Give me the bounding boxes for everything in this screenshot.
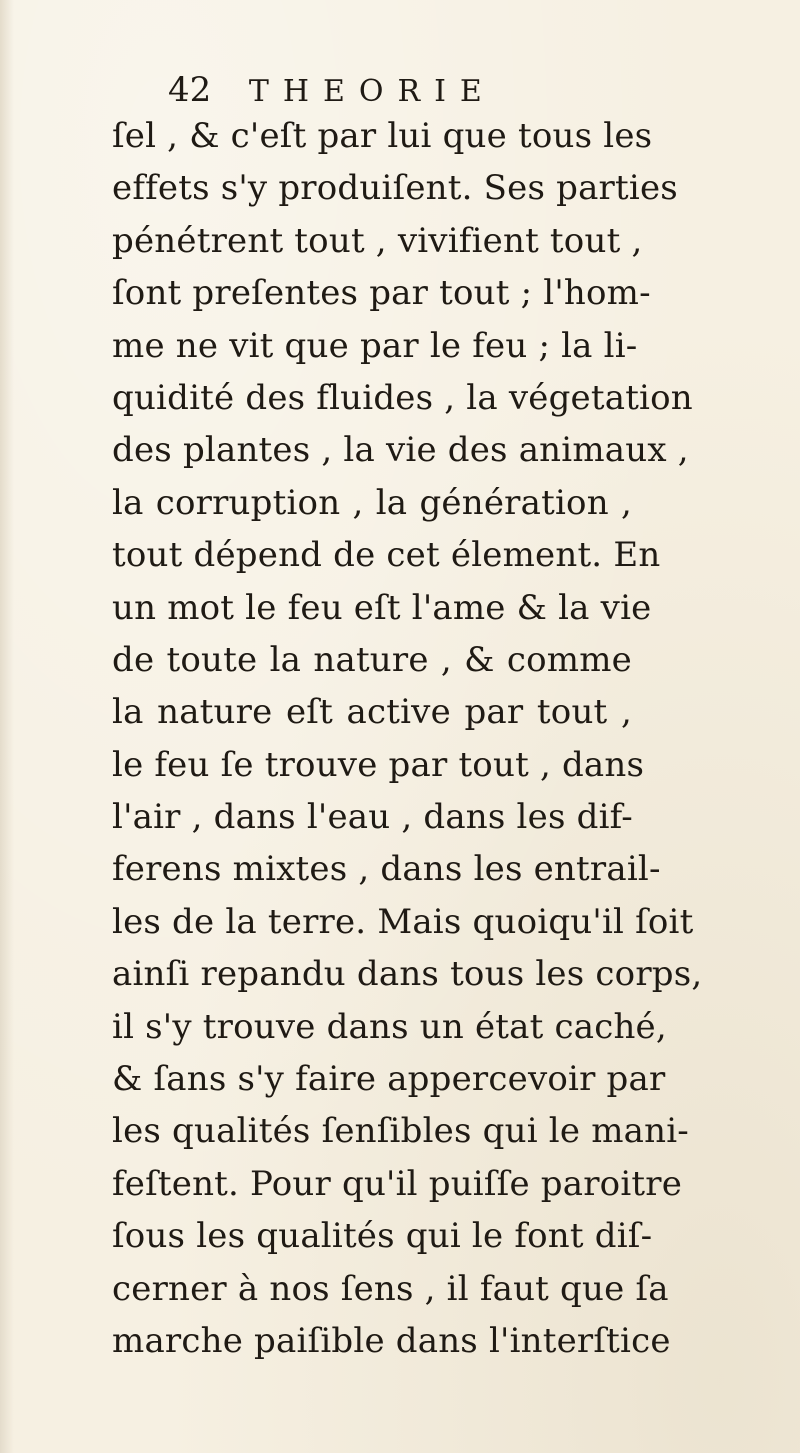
text-line-9: tout dépend de cet élement. En: [112, 535, 661, 576]
page-gutter-shadow: [0, 0, 14, 1453]
text-line-22: ſous les qualités qui le font diſ-: [112, 1216, 653, 1257]
text-line-21: feſtent. Pour qu'il puiſſe paroitre: [112, 1163, 683, 1204]
text-line-1: ſel , & c'eſt par lui que tous les: [112, 116, 653, 156]
text-line-4: ſont preſentes par tout ; l'hom-: [112, 273, 651, 314]
text-line-6: quidité des fluides , la végetation: [112, 377, 693, 418]
running-title: THEORIE: [248, 74, 496, 109]
text-line-13: le feu ſe trouve par tout , dans: [112, 744, 645, 785]
text-line-17: ainſi repandu dans tous les corps,: [112, 954, 703, 995]
body-text: [112, 110, 703, 1367]
text-line-14: l'air , dans l'eau , dans les dif-: [112, 797, 633, 838]
text-line-5: me ne vit que par le feu ; la li-: [112, 325, 638, 366]
page-number: 42: [168, 70, 212, 110]
text-line-18: il s'y trouve dans un état caché,: [112, 1006, 667, 1047]
text-line-7: des plantes , la vie des animaux ,: [112, 430, 689, 471]
text-line-2: effets s'y produiſent. Ses parties: [112, 168, 678, 209]
text-line-12: la nature eſt active par tout ,: [112, 692, 632, 733]
text-line-19: & ſans s'y faire appercevoir par: [112, 1059, 666, 1100]
text-line-24: marche paiſible dans l'interſtice: [112, 1320, 671, 1361]
text-line-3: pénétrent tout , vivifient tout ,: [112, 220, 643, 261]
text-line-23: cerner à nos ſens , il faut que ſa: [112, 1268, 669, 1309]
text-line-16: les de la terre. Mais quoiqu'il ſoit: [112, 901, 694, 942]
text-line-10: un mot le feu eſt l'ame & la vie: [112, 587, 652, 628]
text-line-15: ferens mixtes , dans les entrail-: [112, 849, 661, 890]
text-line-8: la corruption , la génération ,: [112, 482, 632, 523]
text-line-20: les qualités ſenſibles qui le mani-: [112, 1111, 689, 1152]
text-line-11: de toute la nature , & comme: [112, 639, 632, 680]
